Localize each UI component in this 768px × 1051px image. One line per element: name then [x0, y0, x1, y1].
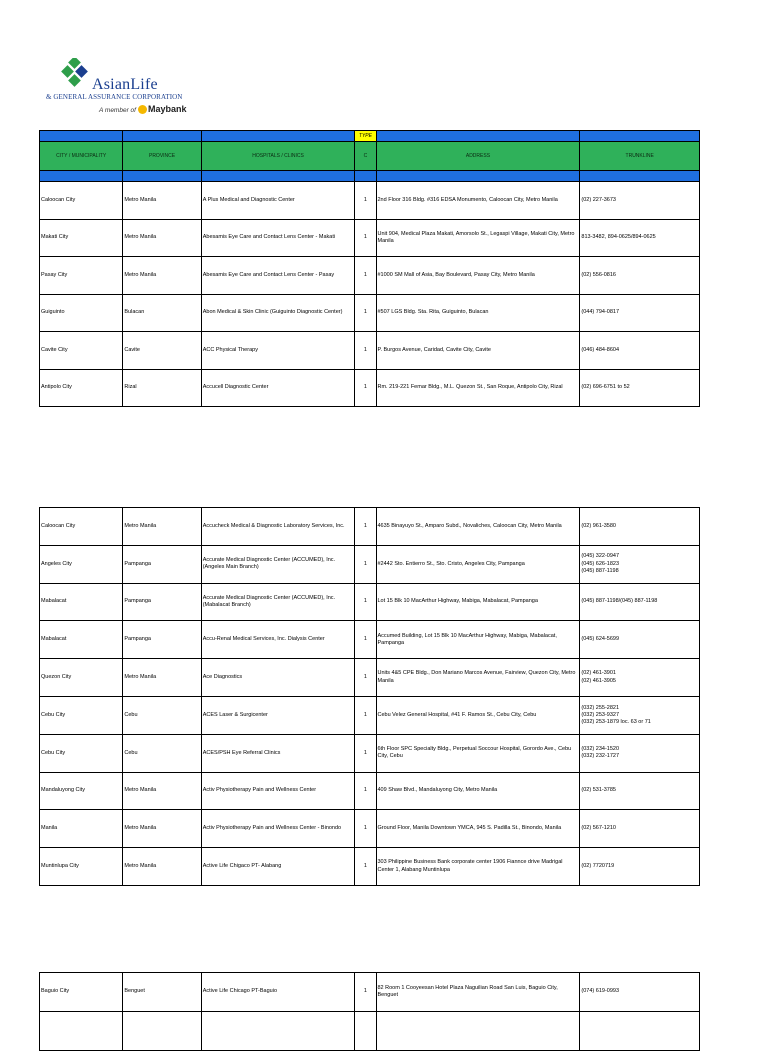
- cell-city: Cebu City: [40, 734, 123, 772]
- cell-address: P. Burgos Avenue, Caridad, Cavite City, Cavite: [376, 332, 580, 370]
- cell-trunkline: (045) 322-0947 (045) 626-1823 (045) 887-1198: [580, 545, 700, 583]
- cell-city: Pasay City: [40, 257, 123, 295]
- cell-c: 1: [355, 545, 376, 583]
- cell-address: Lot 15 Blk 10 MacArthur Highway, Mabiga, Mabalacat, Pampanga: [376, 583, 580, 621]
- cell-city: Muntinlupa City: [40, 848, 123, 886]
- cell-city: Cavite City: [40, 332, 123, 370]
- cell-province: Pampanga: [123, 621, 201, 659]
- table-row: [40, 659, 700, 697]
- cell-hospital: A Plus Medical and Diagnostic Center: [201, 182, 355, 220]
- brand-name: AsianLife: [92, 76, 158, 93]
- cell-hospital: Activ Physiotherapy Pain and Wellness Center: [201, 772, 355, 810]
- cell-city: Mabalacat: [40, 583, 123, 621]
- cell-c: 1: [355, 696, 376, 734]
- cell-city: Angeles City: [40, 545, 123, 583]
- table-row: [40, 848, 700, 886]
- cell-province: Cebu: [123, 734, 201, 772]
- header-band-bottom: [40, 171, 700, 182]
- header-band-top: [40, 131, 700, 142]
- header-row: [40, 142, 700, 171]
- cell-province: Pampanga: [123, 545, 201, 583]
- cell-c: 1: [355, 583, 376, 621]
- cell-c: 1: [355, 294, 376, 332]
- cell-c: 1: [355, 973, 376, 1012]
- table-row: [40, 294, 700, 332]
- col-header-hospital: HOSPITALS / CLINICS: [201, 142, 355, 171]
- table-row: [40, 1012, 700, 1051]
- cell-province: Metro Manila: [123, 659, 201, 697]
- cell-province: Metro Manila: [123, 848, 201, 886]
- table-row: [40, 734, 700, 772]
- cell-city: Cebu City: [40, 696, 123, 734]
- cell-hospital: ACES Laser & Surgicenter: [201, 696, 355, 734]
- cell-hospital: Active Life Chicago PT-Baguio: [201, 973, 355, 1012]
- cell-address: Ground Floor, Manila Downtown YMCA, 945 S. Padilla St., Binondo, Manila: [376, 810, 580, 848]
- col-header-trunkline: TRUNKLINE: [580, 142, 700, 171]
- cell-city: Guiguinto: [40, 294, 123, 332]
- cell-province: Benguet: [123, 973, 201, 1012]
- table-row: [40, 219, 700, 257]
- cell-c: 1: [355, 621, 376, 659]
- cell-c: 1: [355, 257, 376, 295]
- cell-c: [355, 1012, 376, 1051]
- cell-province: [123, 1012, 201, 1051]
- cell-hospital: Abesamis Eye Care and Contact Lens Center - Makati: [201, 219, 355, 257]
- cell-trunkline: (02) 696-6751 to 52: [580, 369, 700, 407]
- cell-trunkline: (02) 531-3785: [580, 772, 700, 810]
- cell-address: Accumed Building, Lot 15 Blk 10 MacArthur Highway, Mabiga, Mabalacat, Pampanga: [376, 621, 580, 659]
- brand-tagline: & GENERAL ASSURANCE CORPORATION: [46, 93, 183, 101]
- table-row: [40, 621, 700, 659]
- col-header-c: C: [355, 142, 376, 171]
- provider-table-2: [39, 507, 700, 886]
- cell-address: Rm. 219-221 Femar Bldg., M.L. Quezon St., San Roque, Antipolo City, Rizal: [376, 369, 580, 407]
- cell-province: Metro Manila: [123, 257, 201, 295]
- cell-trunkline: [580, 1012, 700, 1051]
- cell-hospital: Ace Diagnostics: [201, 659, 355, 697]
- cell-hospital: Abesamis Eye Care and Contact Lens Center - Pasay: [201, 257, 355, 295]
- cell-c: 1: [355, 219, 376, 257]
- cell-c: 1: [355, 810, 376, 848]
- cell-province: Metro Manila: [123, 182, 201, 220]
- cell-address: #507 LGS Bldg. Sta. Rita, Guiguinto, Bulacan: [376, 294, 580, 332]
- cell-hospital: [201, 1012, 355, 1051]
- cell-c: 1: [355, 659, 376, 697]
- cell-hospital: Accurate Medical Diagnostic Center (ACCUMED), Inc. (Mabalacat Branch): [201, 583, 355, 621]
- company-logo: [44, 56, 204, 126]
- cell-province: Cebu: [123, 696, 201, 734]
- cell-c: 1: [355, 508, 376, 546]
- cell-address: Cebu Velez General Hospital, #41 F. Ramos St., Cebu City, Cebu: [376, 696, 580, 734]
- col-header-address: ADDRESS: [376, 142, 580, 171]
- cell-city: [40, 1012, 123, 1051]
- cell-address: [376, 1012, 580, 1051]
- cell-trunkline: (045) 887-1198/(045) 887-1198: [580, 583, 700, 621]
- cell-city: Makati City: [40, 219, 123, 257]
- cell-province: Bulacan: [123, 294, 201, 332]
- cell-province: Rizal: [123, 369, 201, 407]
- cell-address: 2nd Floor 316 Bldg. #316 EDSA Monumento, Caloocan City, Metro Manila: [376, 182, 580, 220]
- cell-trunkline: (074) 619-0993: [580, 973, 700, 1012]
- cell-province: Cavite: [123, 332, 201, 370]
- table-row: [40, 182, 700, 220]
- cell-hospital: Active Life Chigaco PT- Alabang: [201, 848, 355, 886]
- cell-trunkline: (045) 624-5699: [580, 621, 700, 659]
- cell-address: Units 4&5 CPE Bldg., Don Mariano Marcos Avenue, Fairview, Quezon City, Metro Manila: [376, 659, 580, 697]
- cell-hospital: Accucell Diagnostic Center: [201, 369, 355, 407]
- cell-city: Quezon City: [40, 659, 123, 697]
- table-row: [40, 772, 700, 810]
- table-row: [40, 332, 700, 370]
- cell-c: 1: [355, 369, 376, 407]
- cell-hospital: Abon Medical & Skin Clinic (Guiguinto Diagnostic Center): [201, 294, 355, 332]
- table-row: [40, 369, 700, 407]
- cell-address: 409 Shaw Blvd., Mandaluyong City, Metro Manila: [376, 772, 580, 810]
- cell-province: Metro Manila: [123, 810, 201, 848]
- maybank-icon: [138, 105, 147, 114]
- cell-city: Caloocan City: [40, 508, 123, 546]
- cell-address: 4635 Binayuyo St., Amparo Subd., Novaliches, Caloocan City, Metro Manila: [376, 508, 580, 546]
- cell-province: Metro Manila: [123, 508, 201, 546]
- cell-trunkline: (02) 556-0816: [580, 257, 700, 295]
- asianlife-diamond-icon: [58, 58, 96, 92]
- cell-hospital: ACES/PSH Eye Referral Clinics: [201, 734, 355, 772]
- cell-city: Baguio City: [40, 973, 123, 1012]
- cell-address: 303 Philippine Business Bank corporate center 1906 Fiannce drive Madrigal Center 1, Alabang Muntinlupa: [376, 848, 580, 886]
- cell-city: Manila: [40, 810, 123, 848]
- cell-address: #2442 Sto. Entierro St., Sto. Cristo, Angeles City, Pampanga: [376, 545, 580, 583]
- table-row: [40, 257, 700, 295]
- cell-trunkline: (02) 961-3580: [580, 508, 700, 546]
- cell-city: Antipolo City: [40, 369, 123, 407]
- type-label: TYPE: [355, 131, 376, 142]
- cell-address: 82 Room 1 Cooyeesan Hotel Plaza Naguilian Road San Luis, Baguio City, Benguet: [376, 973, 580, 1012]
- cell-trunkline: (044) 794-0817: [580, 294, 700, 332]
- cell-c: 1: [355, 848, 376, 886]
- cell-trunkline: (02) 7720719: [580, 848, 700, 886]
- table-row: [40, 696, 700, 734]
- cell-hospital: Accurate Medical Diagnostic Center (ACCUMED), Inc. (Angeles Main Branch): [201, 545, 355, 583]
- cell-province: Metro Manila: [123, 772, 201, 810]
- cell-hospital: Activ Physiotherapy Pain and Wellness Center - Binondo: [201, 810, 355, 848]
- member-text: A member of: [99, 107, 136, 114]
- cell-hospital: Accu-Renal Medical Services, Inc. Dialysis Center: [201, 621, 355, 659]
- cell-city: Mabalacat: [40, 621, 123, 659]
- cell-hospital: ACC Physical Therapy: [201, 332, 355, 370]
- table-row: [40, 583, 700, 621]
- cell-trunkline: 813-3482, 894-0625/894-0625: [580, 219, 700, 257]
- col-header-city: CITY / MUNICIPALITY: [40, 142, 123, 171]
- cell-c: 1: [355, 734, 376, 772]
- provider-table-3: [39, 972, 700, 1051]
- cell-trunkline: (032) 234-1520 (032) 232-1727: [580, 734, 700, 772]
- cell-trunkline: (046) 484-8604: [580, 332, 700, 370]
- cell-city: Mandaluyong City: [40, 772, 123, 810]
- cell-address: #1000 SM Mall of Asia, Bay Boulevard, Pasay City, Metro Manila: [376, 257, 580, 295]
- provider-table-1: [39, 130, 700, 407]
- cell-c: 1: [355, 332, 376, 370]
- cell-city: Caloocan City: [40, 182, 123, 220]
- cell-address: 6th Floor SPC Specialty Bldg., Perpetual Soccour Hospital, Gorordo Ave., Cebu City, Cebu: [376, 734, 580, 772]
- table-row: [40, 508, 700, 546]
- cell-trunkline: (02) 227-3673: [580, 182, 700, 220]
- cell-trunkline: (02) 461-3901 (02) 461-3905: [580, 659, 700, 697]
- cell-province: Pampanga: [123, 583, 201, 621]
- cell-trunkline: (032) 255-2821 (032) 253-9327 (032) 253-1879 loc. 63 or 71: [580, 696, 700, 734]
- col-header-province: PROVINCE: [123, 142, 201, 171]
- table-row: [40, 545, 700, 583]
- cell-province: Metro Manila: [123, 219, 201, 257]
- cell-address: Unit 904, Medical Plaza Makati, Amorsolo St., Legaspi Village, Makati City, Metro Manila: [376, 219, 580, 257]
- cell-c: 1: [355, 772, 376, 810]
- table-row: [40, 973, 700, 1012]
- cell-trunkline: (02) 567-1210: [580, 810, 700, 848]
- table-row: [40, 810, 700, 848]
- cell-hospital: Accucheck Medical & Diagnostic Laboratory Services, Inc.: [201, 508, 355, 546]
- maybank-logo: Maybank: [138, 104, 187, 114]
- cell-c: 1: [355, 182, 376, 220]
